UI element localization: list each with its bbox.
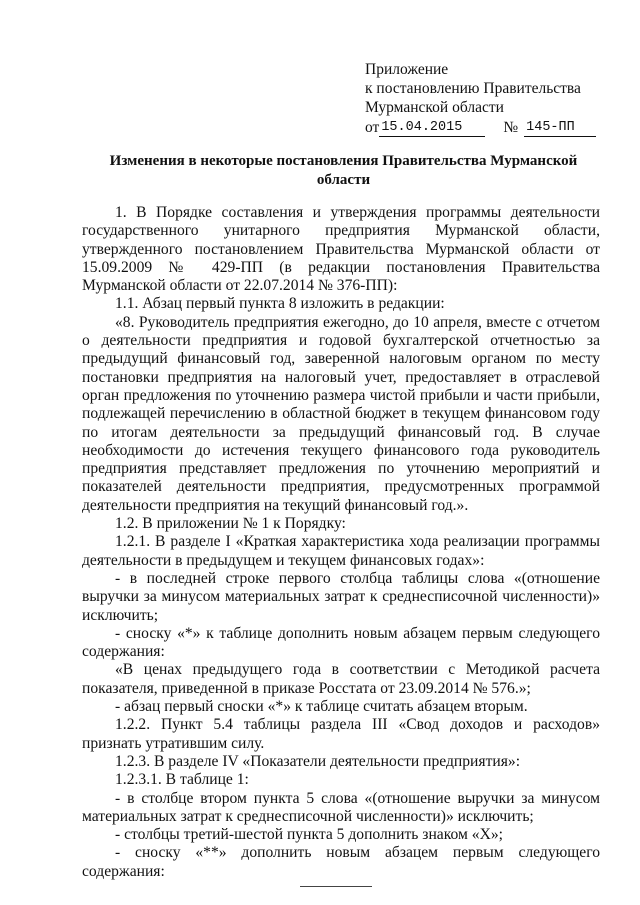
paragraph: - абзац первый сноски «*» к таблице считать абзацем вторым. — [115, 698, 528, 716]
stamp-from-label: от — [365, 119, 380, 136]
paragraph: «8. Руководитель предприятия ежегодно, до 10 апреля, вместе с отчетом о деятельности предприятия и годовой бухгалтерской отчетностью за предыдущий финансовый год, заверенной налоговым органом по месту постановки предприятия на налоговый учет, предоставляет в отраслевой орган предложения по уточнению размера чистой прибыли и части прибыли, подлежащей перечислению в областной бюджет в текущем финансовом году по итогам деятельности за предыдущий финансовый год. В случае необходимости до истечения текущего финансового года руководитель предприятия представляет предложения по уточнению мероприятий и показателей деятельности предприятия, предусмотренных программой деятельности предприятия на текущий финансовый год.». — [82, 313, 600, 514]
paragraph: - в столбце втором пункта 5 слова «(отношение выручки за минусом материальных затрат к среднесписочной численности)» исключить; — [82, 789, 600, 825]
paragraph: 1.2.1. В разделе I «Краткая характеристика хода реализации программы деятельности в предыдущем и текущем финансовых годах»: — [82, 533, 600, 569]
approval-stamp — [365, 60, 605, 137]
paragraph: - сноску «**» дополнить новым абзацем первым следующего содержания: — [82, 844, 600, 880]
footer-scan-mark — [598, 877, 626, 889]
paragraph: - сноску «*» к таблице дополнить новым абзацем первым следующего содержания: — [82, 624, 600, 661]
paragraph: «В ценах предыдущего года в соответствии с Методикой расчета показателя, приведенной в приказе Росстата от 23.09.2014 № 576.»; — [82, 661, 600, 697]
paragraph: 1.2. В приложении № 1 к Порядку: — [115, 515, 346, 533]
stamp-line-resolution: к постановлению Правительства — [365, 80, 581, 97]
stamp-number: 145-ПП — [524, 120, 596, 137]
stamp-date: 15.04.2015 — [379, 120, 485, 137]
footer-rule — [300, 886, 372, 887]
stamp-date-number-line — [365, 118, 605, 137]
stamp-line-region: Мурманской области — [365, 99, 504, 116]
paragraph: 1. В Порядке составления и утверждения программы деятельности государственного унитарного предприятия Мурманской области, утвержденного постановлением Правительства Мурманской области от 15.09.2009 № 429-ПП (в редакции постановления Правительства Мурманской области от 22.07.2014 № 376-ПП): — [82, 204, 600, 295]
paragraph: - в последней строке первого столбца таблицы слова «(отношение выручки за минусом материальных затрат к среднесписочной численности)» исключить; — [82, 569, 600, 624]
paragraph: 1.2.2. Пункт 5.4 таблицы раздела III «Свод доходов и расходов» признать утратившим силу. — [82, 716, 600, 752]
paragraph: 1.1. Абзац первый пункта 8 изложить в редакции: — [115, 295, 445, 313]
document-body — [82, 204, 600, 881]
document-title: Изменения в некоторые постановления Правительства Мурманской области — [109, 153, 578, 188]
paragraph: 1.2.3. В разделе IV «Показатели деятельности предприятия»: — [115, 752, 521, 770]
paragraph: 1.2.3.1. В таблице 1: — [115, 771, 249, 789]
stamp-number-label: № — [503, 119, 519, 136]
paragraph: - столбцы третий-шестой пункта 5 дополнить знаком «Х»; — [115, 826, 503, 844]
stamp-line-appendix: Приложение — [365, 61, 449, 78]
